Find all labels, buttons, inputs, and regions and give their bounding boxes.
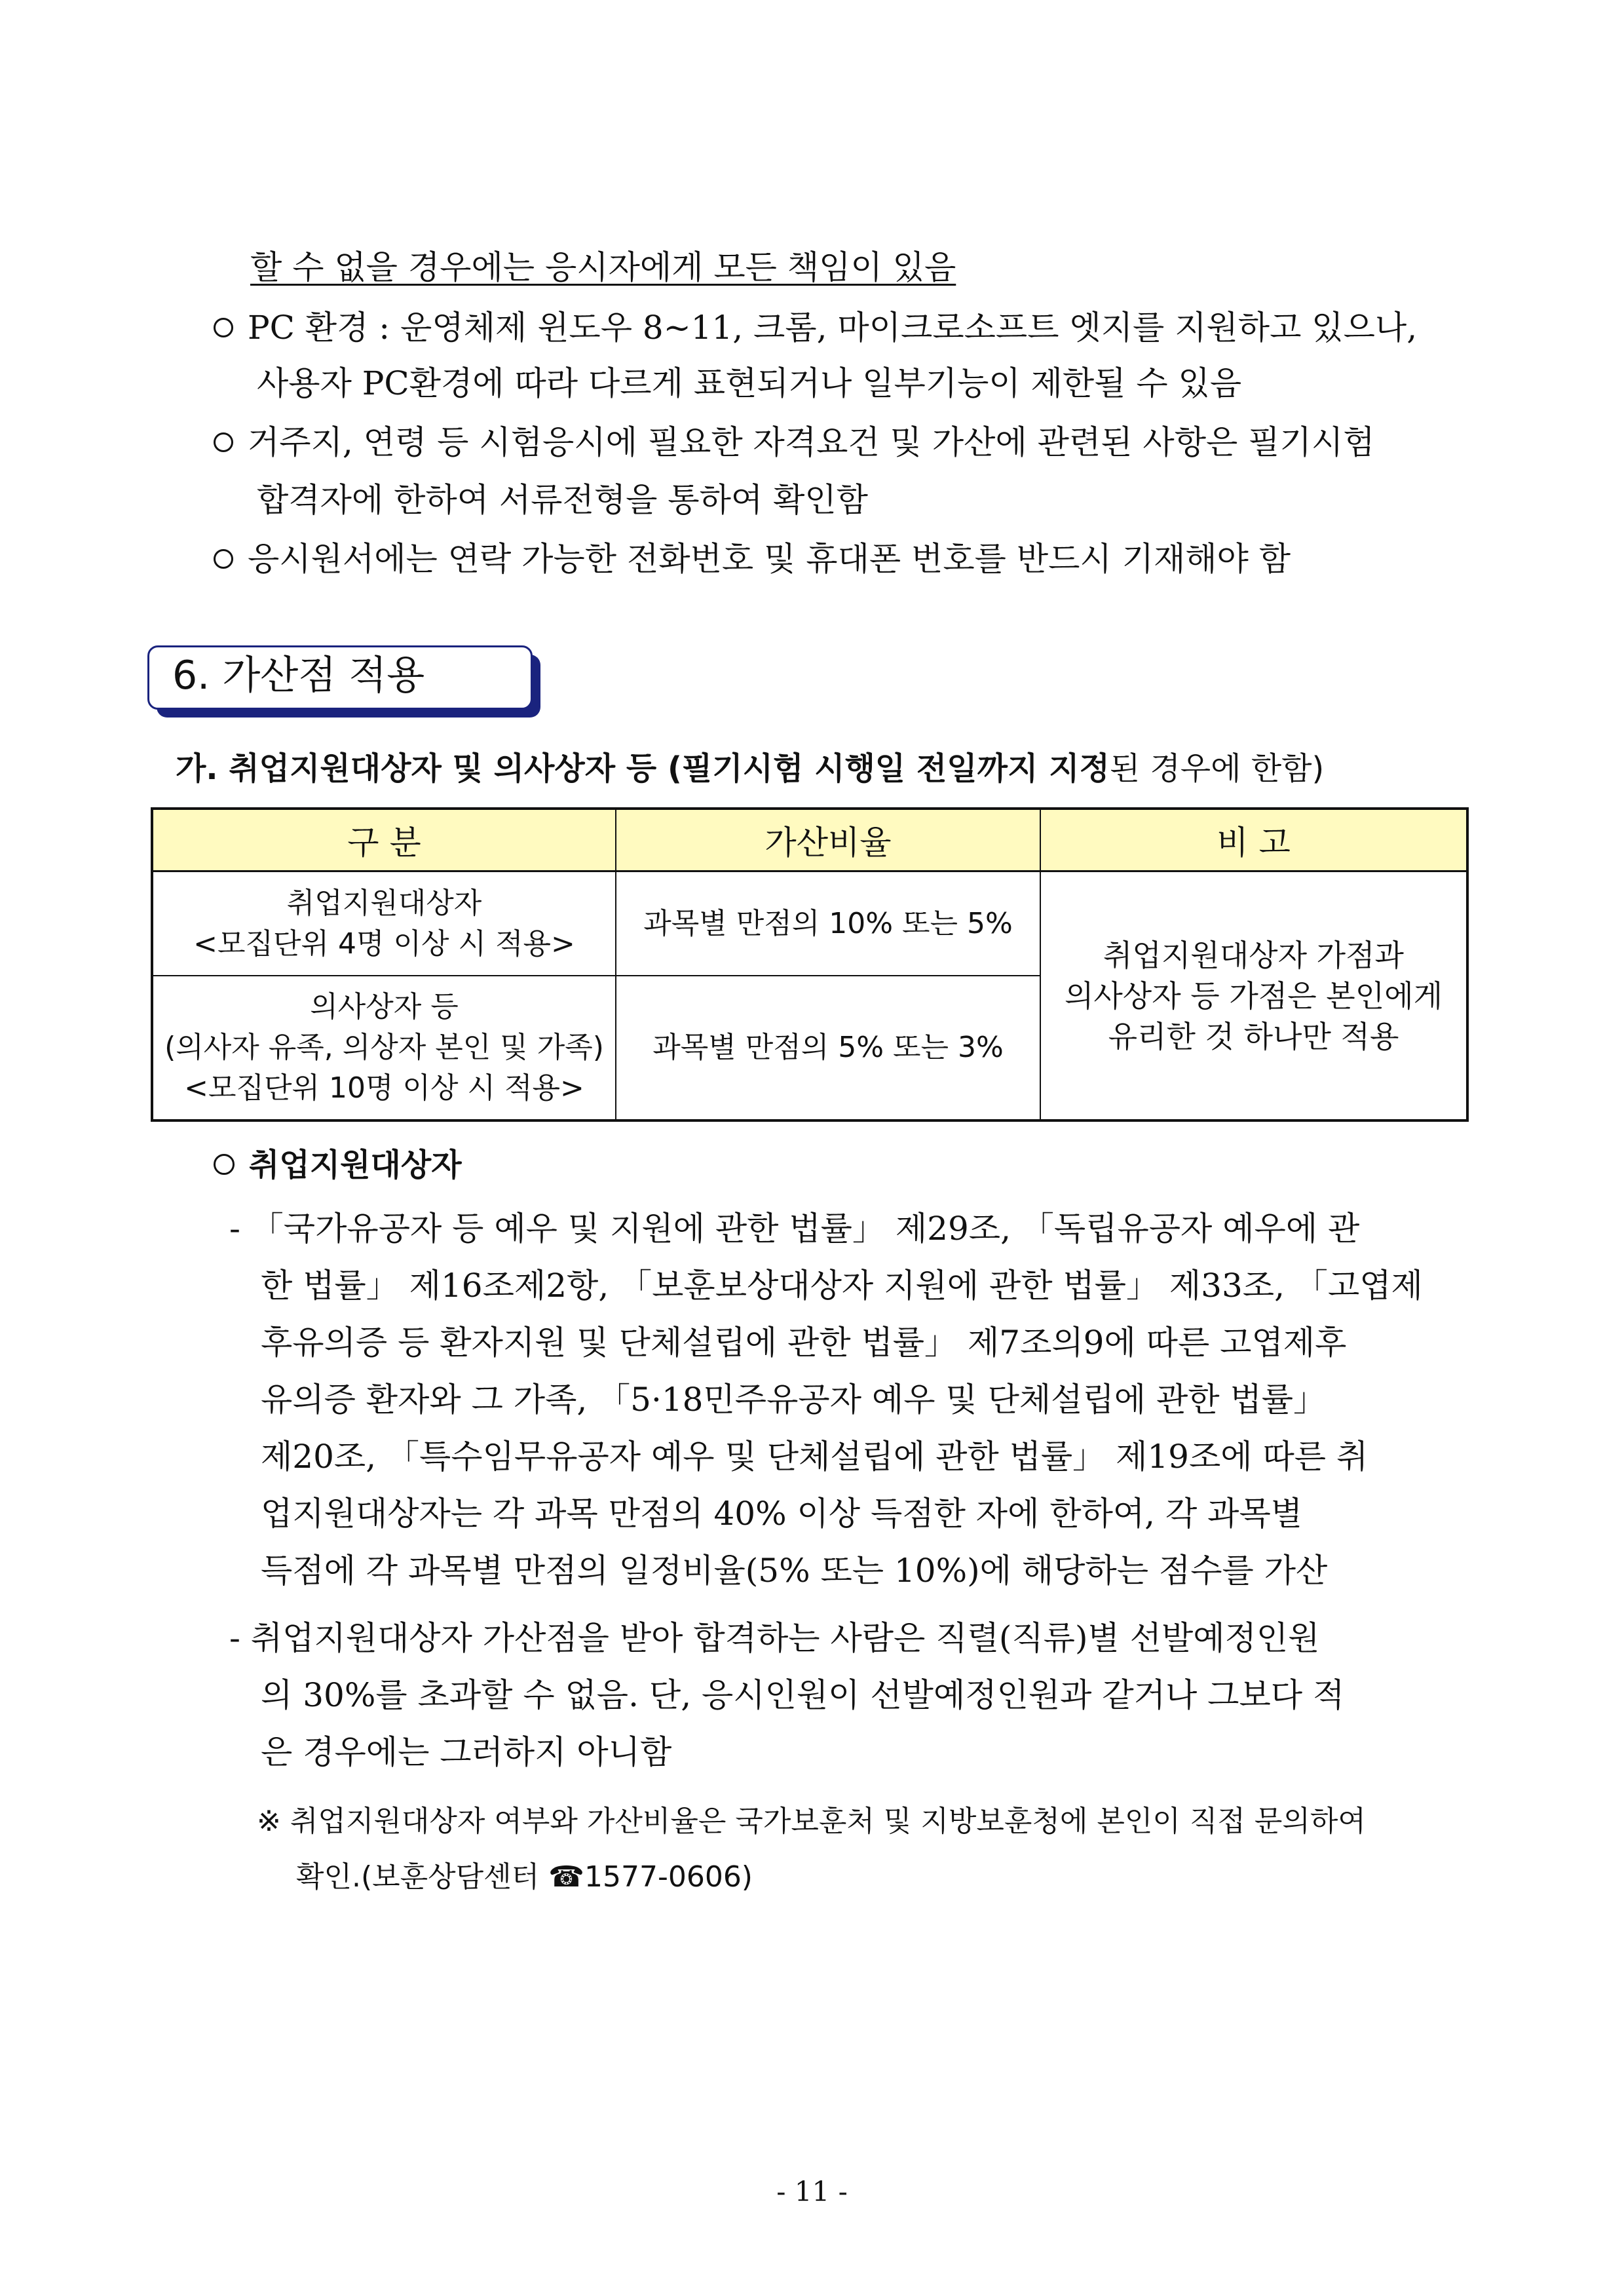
table-header-rate: 가산비율 [616, 810, 1040, 872]
intro-line: 할 수 없을 경우에는 응시자에게 모든 책임이 있음 [250, 248, 956, 286]
paragraph-line: - 취업지원대상자 가산점을 받아 합격하는 사람은 직렬(직류)별 선발예정인원 [229, 1619, 1320, 1657]
section-title: 6. 가산점 적용 [172, 653, 425, 698]
section-heading [147, 645, 540, 718]
bonus-table [151, 807, 1469, 1122]
notice-item-cont: 합격자에 한하여 서류전형을 통하여 확인함 [257, 481, 868, 519]
paragraph-line: - 「국가유공자 등 예우 및 지원에 관한 법률」 제29조, 「독립유공자 예우에 관 [229, 1210, 1360, 1248]
circle-bullet-icon [214, 1154, 235, 1175]
table-header-note: 비 고 [1041, 810, 1466, 872]
page-number: - 11 - [776, 2175, 848, 2208]
subsection-title: 가. 취업지원대상자 및 의사상자 등 (필기시험 시행일 전일까지 지정된 경우에 한함) [176, 750, 1325, 787]
sub-heading: 취업지원대상자 [214, 1145, 462, 1185]
circle-bullet-icon [214, 318, 233, 337]
paragraph-line: 한 법률」 제16조제2항, 「보훈보상대상자 지원에 관한 법률」 제33조, 「고엽제 [261, 1267, 1423, 1305]
circle-bullet-icon [214, 432, 233, 452]
notice-item-cont: 사용자 PC환경에 따라 다르게 표현되거나 일부기능이 제한될 수 있음 [257, 364, 1242, 402]
paragraph-line: 득점에 각 과목별 만점의 일정비율(5% 또는 10%)에 해당하는 점수를 가산 [261, 1552, 1328, 1590]
paragraph-line: 유의증 환자와 그 가족, 「5·18민주유공자 예우 및 단체설립에 관한 법률」 [261, 1381, 1327, 1419]
table-cell-rate: 과목별 만점의 10% 또는 5% [643, 906, 1013, 940]
paragraph-line: 의 30%를 초과할 수 없음. 단, 응시인원이 선발예정인원과 같거나 그보다 적 [261, 1676, 1345, 1714]
footnote-line: 확인.(보훈상담센터 ☎1577-0606) [296, 1860, 753, 1894]
table-cell-category: 의사상자 등 (의사자 유족, 의상자 본인 및 가족) <모집단위 10명 이상 시 적용> [164, 990, 604, 1105]
notice-item: 응시원서에는 연락 가능한 전화번호 및 휴대폰 번호를 반드시 기재해야 함 [214, 539, 1291, 579]
notice-item: 거주지, 연령 등 시험응시에 필요한 자격요건 및 가산에 관련된 사항은 필기시험 [214, 423, 1374, 462]
table-cell-category: 취업지원대상자 <모집단위 4명 이상 시 적용> [193, 886, 575, 961]
table-cell-rate: 과목별 만점의 5% 또는 3% [652, 1031, 1004, 1064]
paragraph-line: 은 경우에는 그러하지 아니함 [261, 1733, 672, 1771]
table-header-category: 구 분 [153, 810, 615, 872]
paragraph-line: 후유의증 등 환자지원 및 단체설립에 관한 법률」 제7조의9에 따른 고엽제후 [261, 1324, 1347, 1362]
paragraph-line: 업지원대상자는 각 과목 만점의 40% 이상 득점한 자에 한하여, 각 과목별 [261, 1495, 1303, 1533]
circle-bullet-icon [214, 549, 233, 569]
paragraph-line: 제20조, 「특수임무유공자 예우 및 단체설립에 관한 법률」 제19조에 따른 취 [261, 1438, 1369, 1476]
notice-item: PC 환경 : 운영체제 윈도우 8~11, 크롬, 마이크로소프트 엣지를 지원하고 있으나, [214, 308, 1417, 347]
footnote-line: ※ 취업지원대상자 여부와 가산비율은 국가보훈처 및 지방보훈청에 본인이 직접 문의하여 [257, 1805, 1366, 1838]
table-cell-note: 취업지원대상자 가점과 의사상자 등 가점은 본인에게 유리한 것 하나만 적용 [1064, 937, 1443, 1054]
